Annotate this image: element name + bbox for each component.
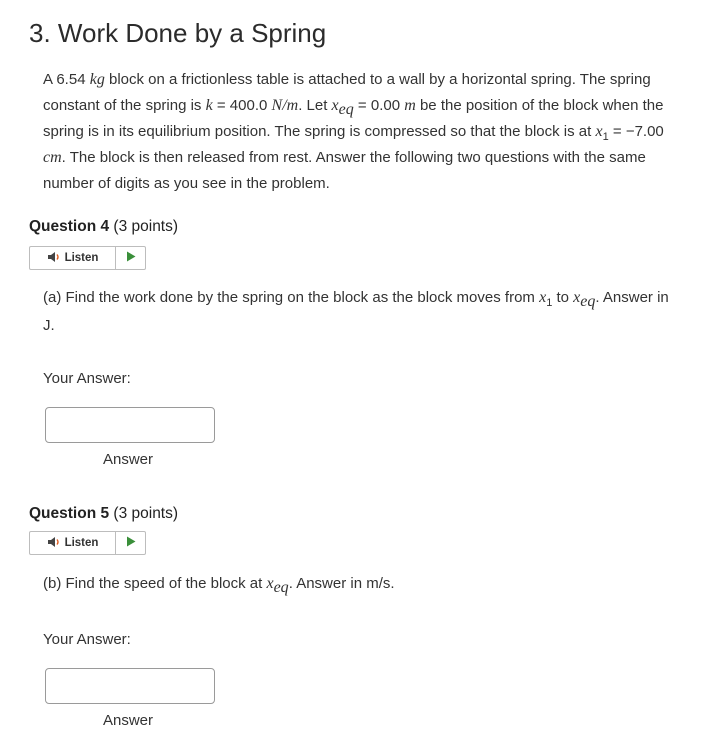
- play-icon: [126, 534, 136, 552]
- question-5-header: [29, 505, 178, 523]
- var-x: x: [266, 575, 274, 592]
- q4-text: (a) Find the work done by the spring on the block as the block moves from: [43, 289, 540, 306]
- listen-widget-q5: [29, 531, 146, 555]
- problem-text: = 0.00: [353, 97, 405, 114]
- sub-1: 1: [546, 297, 553, 309]
- sub-eq: eq: [580, 293, 596, 310]
- var-x: x: [331, 97, 339, 114]
- your-answer-label-q4: Your Answer:: [43, 370, 131, 387]
- problem-text: block on a frictionless table is attached to a wall by a horizontal spring. The spring constant of the spring is: [43, 71, 651, 114]
- question-5-number: Question 5: [29, 505, 110, 522]
- question-4-text: [43, 284, 683, 340]
- q5-text: . Answer in m/s.: [288, 575, 395, 592]
- var-x: x: [573, 289, 581, 306]
- unit-kg: kg: [89, 71, 105, 88]
- var-k: k: [205, 97, 213, 114]
- q4-text: . Answer in J.: [43, 289, 669, 334]
- problem-text: = −7.00: [608, 123, 664, 140]
- listen-button[interactable]: [30, 532, 116, 554]
- play-button[interactable]: [116, 532, 145, 554]
- problem-text: A 6.54: [43, 71, 90, 88]
- answer-input-q5[interactable]: [45, 668, 215, 704]
- question-5-points: (3 points): [109, 505, 179, 522]
- question-4-points: (3 points): [109, 218, 179, 235]
- question-5-text: [43, 570, 683, 598]
- q5-text: (b) Find the speed of the block at: [43, 575, 267, 592]
- unit-cm: cm: [43, 149, 62, 166]
- speaker-icon: [47, 536, 61, 551]
- var-x1: x: [595, 123, 603, 140]
- sub-eq: eq: [338, 101, 354, 118]
- play-icon: [126, 249, 136, 267]
- problem-text: . Let: [298, 97, 332, 114]
- play-button[interactable]: [116, 247, 145, 269]
- listen-label: Listen: [64, 537, 99, 549]
- answer-caption-q4: Answer: [103, 451, 154, 468]
- unit-n-per-m: N/m: [271, 97, 299, 114]
- answer-input-q4[interactable]: [45, 407, 215, 443]
- page-title: 3. Work Done by a Spring: [29, 18, 327, 48]
- your-answer-label-q5: Your Answer:: [43, 631, 131, 648]
- unit-m: m: [404, 97, 416, 114]
- question-4-number: Question 4: [29, 218, 110, 235]
- listen-label: Listen: [64, 252, 99, 264]
- q4-text: to: [552, 289, 574, 306]
- listen-widget-q4: [29, 246, 146, 270]
- problem-text: . The block is then released from rest. Answer the following two questions with the same number of digits as you see in the problem.: [43, 149, 646, 192]
- sub-eq: eq: [273, 579, 289, 596]
- problem-text: be the position of the block when the spring is in its equilibrium position. The spring is compressed so that the block is at: [43, 97, 664, 140]
- var-x: x: [539, 289, 547, 306]
- question-4-header: [29, 218, 178, 236]
- listen-button[interactable]: [30, 247, 116, 269]
- speaker-icon: [47, 251, 61, 266]
- answer-caption-q5: Answer: [103, 712, 154, 729]
- sub-1: 1: [602, 131, 609, 143]
- problem-text: = 400.0: [212, 97, 272, 114]
- problem-statement: [43, 67, 673, 197]
